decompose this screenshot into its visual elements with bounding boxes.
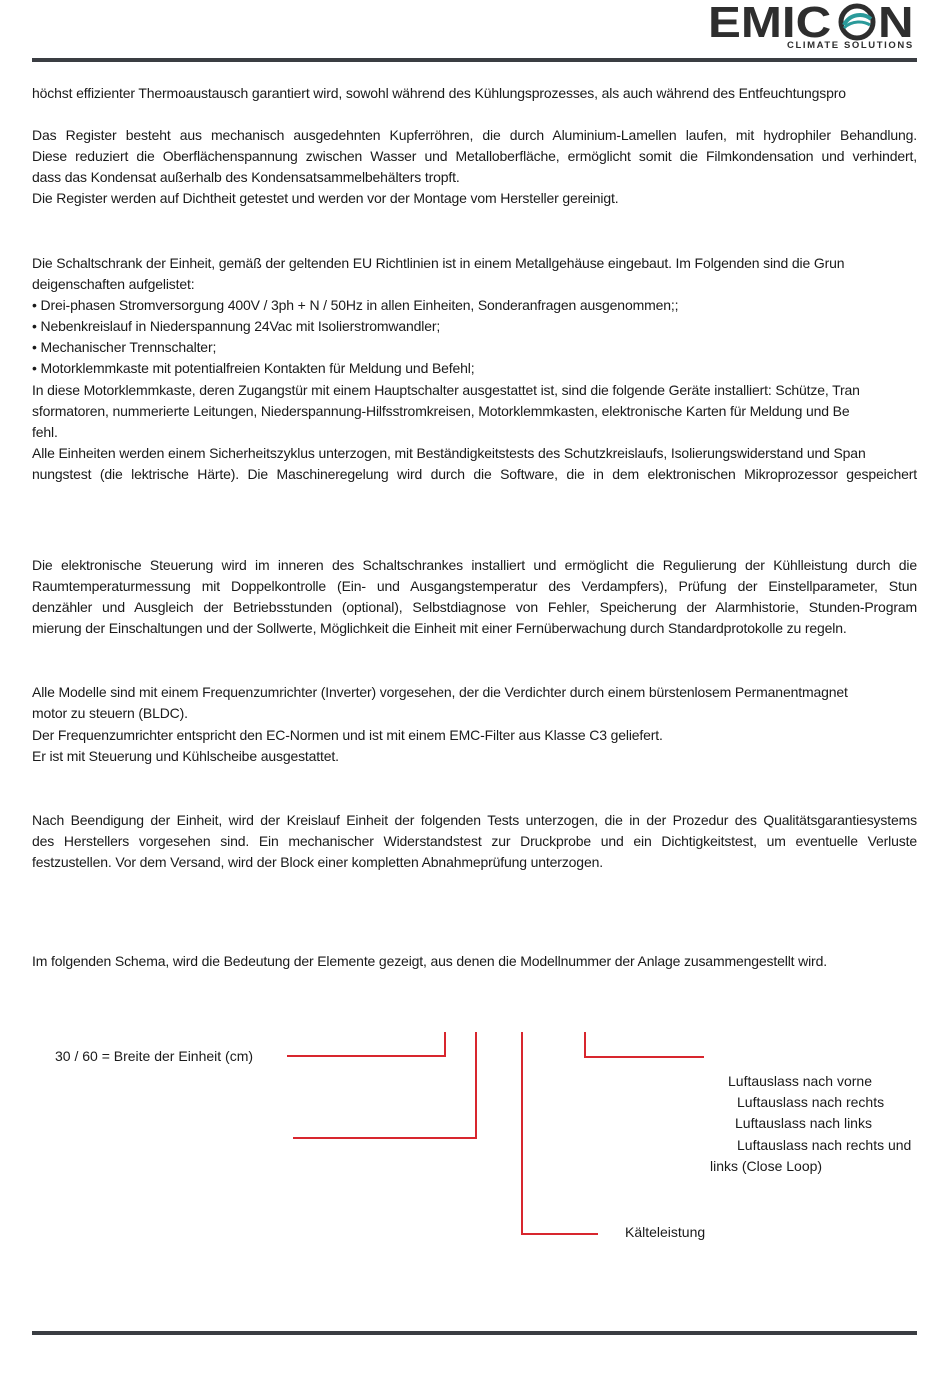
- text-line: sformatoren, nummerierte Leitungen, Niederspannung-Hilfsstromkreisen, Motorklemmkasten, elektronische Karten für Meldung und Be: [32, 403, 850, 419]
- text-line: Diese reduziert die Oberflächenspannung zwischen Wasser und Metalloberfläche, ermöglicht somit die Filmkondensation und verhindert,: [32, 148, 917, 164]
- outlet-option: Luftauslass nach rechts und: [737, 1137, 912, 1153]
- connector-line: [475, 1032, 477, 1139]
- emicon-logo: [708, 2, 920, 52]
- logo-wordmark-left: EMIC: [708, 0, 832, 47]
- text-line: Das Register besteht aus mechanisch ausgedehnten Kupferröhren, die durch Aluminium-Lamellen laufen, mit hydrophiler Behandlung.: [32, 127, 917, 143]
- outlet-option: Luftauslass nach links: [735, 1115, 872, 1131]
- logo-wordmark-right: N: [878, 0, 914, 47]
- text-line: In diese Motorklemmkaste, deren Zugangstür mit einem Hauptschalter ausgestattet ist, sind die folgende Geräte installiert: Schütze, Tran: [32, 382, 860, 398]
- text-line: dass das Kondensat außerhalb des Kondensatsammelbehälters tropft.: [32, 169, 460, 185]
- connector-line: [293, 1137, 477, 1139]
- text-line: Alle Modelle sind mit einem Frequenzumrichter (Inverter) vorgesehen, der die Verdichter durch einem bürstenlosem Permanentmagnet: [32, 684, 848, 700]
- text-line: Die Schaltschrank der Einheit, gemäß der geltenden EU Richtlinien ist in einem Metallgehäuse eingebaut. Im Folgenden sind die Grun: [32, 255, 845, 271]
- outlet-option: links (Close Loop): [710, 1158, 823, 1174]
- text-line: nungstest (die lektrische Härte). Die Maschineregelung wird durch die Software, die in dem elektronischen Mikroprozessor gespeichert: [32, 466, 917, 482]
- width-connector-line: [287, 1055, 446, 1057]
- width-label: 30 / 60 = Breite der Einheit (cm): [55, 1048, 254, 1064]
- list-item: • Nebenkreislauf in Niederspannung 24Vac mit Isolierstromwandler;: [32, 318, 441, 334]
- capacity-label: Kälteleistung: [625, 1224, 706, 1240]
- text-line: Alle Einheiten werden einem Sicherheitszyklus unterzogen, mit Beständigkeitstests des Schutzkreislaufs, Isolierungswiderstand und Span: [32, 445, 866, 461]
- list-item: • Drei-phasen Stromversorgung 400V / 3ph + N / 50Hz in allen Einheiten, Sonderanfragen ausgenommen;;: [32, 297, 679, 313]
- text-line: Die Register werden auf Dichtheit getestet und werden vor der Montage vom Hersteller gereinigt.: [32, 190, 619, 206]
- text-line: fehl.: [32, 424, 58, 440]
- width-connector-line: [444, 1032, 446, 1057]
- logo-o-icon: [838, 3, 876, 41]
- outlet-connector-line: [584, 1032, 586, 1058]
- list-item: • Motorklemmkaste mit potentialfreien Kontakten für Meldung und Befehl;: [32, 360, 475, 376]
- text-line: Der Frequenzumrichter entspricht den EC-Normen und ist mit einem EMC-Filter aus Klasse C3 geliefert.: [32, 727, 663, 743]
- capacity-connector-line: [521, 1032, 523, 1235]
- capacity-connector-line: [521, 1233, 598, 1235]
- outlet-option: Luftauslass nach vorne: [728, 1073, 872, 1089]
- text-line: Die elektronische Steuerung wird im inneren des Schaltschrankes installiert und ermöglicht die Regulierung der Kühlleistung durch die: [32, 557, 917, 573]
- text-line: mierung der Einschaltungen und der Sollwerte, Möglichkeit die Einheit mit einer Fernüberwachung durch Standardprotokolle zu regeln.: [32, 620, 847, 636]
- text-line: Raumtemperaturmessung mit Doppelkontrolle (Ein- und Ausgangstemperatur des Verdampfers), Prüfung der Einstellparameter, Stun: [32, 578, 917, 594]
- header-rule: [32, 58, 917, 62]
- logo-tagline: CLIMATE SOLUTIONS: [787, 40, 914, 51]
- text-line: Er ist mit Steuerung und Kühlscheibe ausgestattet.: [32, 748, 339, 764]
- text-line: des Herstellers vorgesehen sind. Ein mechanischer Widerstandstest zur Druckprobe und ein Dichtigkeitstest, um eventuelle Verluste: [32, 833, 917, 849]
- text-line: deigenschaften aufgelistet:: [32, 276, 195, 292]
- text-line: motor zu steuern (BLDC).: [32, 705, 188, 721]
- text-line: festzustellen. Vor dem Versand, wird der Block einer kompletten Abnahmeprüfung unterzogen.: [32, 854, 603, 870]
- list-item: • Mechanischer Trennschalter;: [32, 339, 217, 355]
- text-line: denzähler und Ausgleich der Betriebsstunden (optional), Selbstdiagnose von Fehler, Speicherung der Alarmhistorie, Stunden-Program: [32, 599, 917, 615]
- outlet-connector-line: [584, 1056, 704, 1058]
- outlet-option: Luftauslass nach rechts: [737, 1094, 885, 1110]
- footer-rule: [32, 1331, 917, 1335]
- text-line: Im folgenden Schema, wird die Bedeutung der Elemente gezeigt, aus denen die Modellnummer der Anlage zusammengestellt wird.: [32, 953, 827, 969]
- text-line: Nach Beendigung der Einheit, wird der Kreislauf Einheit der folgenden Tests unterzogen, die in der Prozedur des Qualitätsgarantiesystems: [32, 812, 917, 828]
- text-line: höchst effizienter Thermoaustausch garantiert wird, sowohl während des Kühlungsprozesses, als auch während des Entfeuchtungspro: [32, 85, 846, 101]
